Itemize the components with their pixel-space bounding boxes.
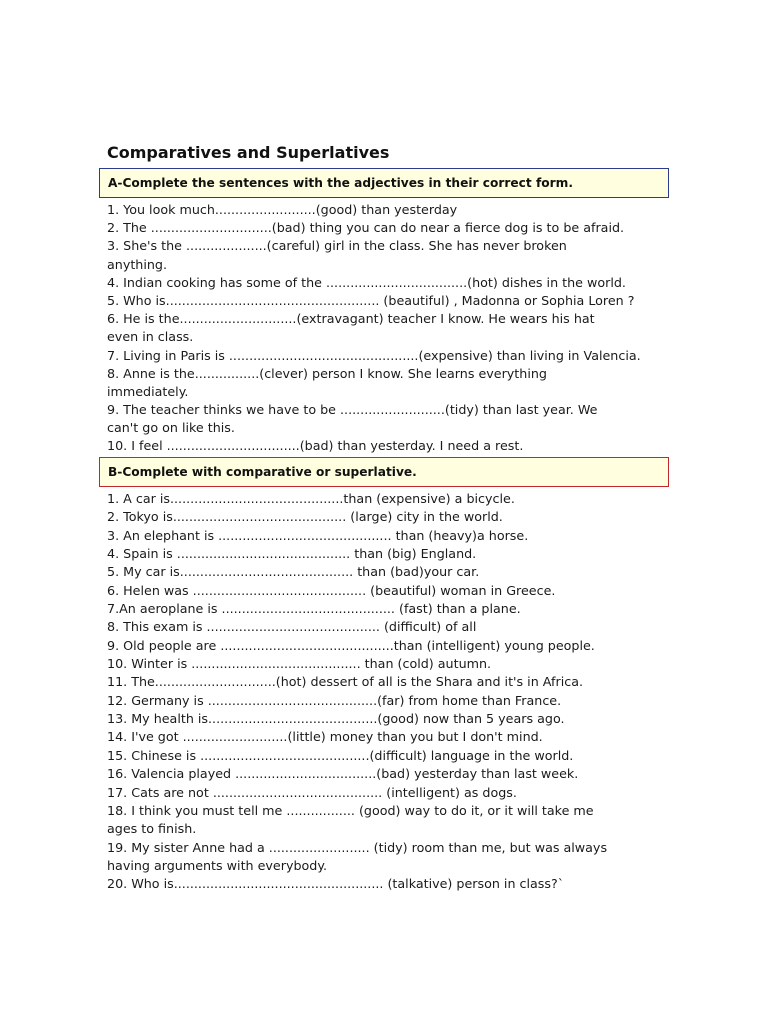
exercise-line: 1. You look much.........................(good) than yesterday [107, 202, 458, 217]
section-a-heading: A-Complete the sentences with the adjectives in their correct form. [99, 168, 669, 198]
exercise-line: 8. This exam is ........................................... (difficult) of all [107, 619, 477, 635]
exercise-line: 2. The ..............................(bad) thing you can do near a fierce dog is to be afraid. [107, 220, 625, 236]
exercise-line: 10. I feel .................................(bad) than yesterday. I need a rest. [107, 438, 524, 454]
exercise-line: 6. Helen was ........................................... (beautiful) woman in Greece. [107, 582, 556, 598]
exercise-line: anything. [107, 256, 167, 272]
exercise-line: 7. Living in Paris is ...............................................(expensive) than living in Valencia. [107, 347, 641, 363]
exercise-line: 5. My car is........................................... than (bad)your car. [107, 564, 480, 580]
section-b-heading: B-Complete with comparative or superlative. [99, 457, 669, 487]
exercise-line: 8. Anne is the................(clever) person I know. She learns everything [107, 365, 547, 381]
exercise-line: 7.An aeroplane is ........................................... (fast) than a plane. [107, 601, 521, 617]
exercise-line: 1. A car is...........................................than (expensive) a bicycle. [107, 491, 515, 506]
exercise-line: 20. Who is.................................................... (talkative) person in class?` [107, 876, 565, 892]
section-b-list [107, 490, 667, 894]
exercise-line: 14. I've got ..........................(little) money than you but I don't mind. [107, 729, 543, 745]
exercise-line: 3. She's the ....................(careful) girl in the class. She has never broken [107, 238, 567, 254]
exercise-line: immediately. [107, 383, 189, 399]
exercise-line: 3. An elephant is ........................................... than (heavy)a horse. [107, 527, 529, 543]
exercise-line: can't go on like this. [107, 420, 235, 436]
exercise-line: 17. Cats are not .......................................... (intelligent) as dogs. [107, 784, 517, 800]
section-a-list [107, 201, 667, 456]
exercise-line: 9. Old people are ...........................................than (intelligent) young people. [107, 637, 595, 653]
exercise-line: having arguments with everybody. [107, 857, 328, 873]
exercise-line: 4. Spain is ........................................... than (big) England. [107, 546, 477, 562]
exercise-line: 18. I think you must tell me ................. (good) way to do it, or it will take me [107, 802, 594, 818]
exercise-line: 15. Chinese is ..........................................(difficult) language in the world. [107, 747, 574, 763]
exercise-line: 6. He is the.............................(extravagant) teacher I know. He wears his hat [107, 311, 595, 327]
exercise-line: even in class. [107, 329, 194, 345]
exercise-line: 5. Who is..................................................... (beautiful) , Madonna or Sophia Loren ? [107, 292, 635, 308]
exercise-line: 2. Tokyo is........................................... (large) city in the world. [107, 509, 503, 525]
exercise-line: 10. Winter is .......................................... than (cold) autumn. [107, 656, 492, 672]
page-title: Comparatives and Superlatives [107, 143, 390, 162]
exercise-line: 19. My sister Anne had a ......................... (tidy) room than me, but was always [107, 839, 608, 855]
exercise-line: 13. My health is..........................................(good) now than 5 years ago. [107, 711, 565, 727]
exercise-line: ages to finish. [107, 821, 197, 837]
exercise-line: 9. The teacher thinks we have to be ..........................(tidy) than last year. We [107, 402, 598, 418]
exercise-line: 12. Germany is ..........................................(far) from home than France. [107, 692, 562, 708]
exercise-line: 11. The..............................(hot) dessert of all is the Shara and it's in Africa. [107, 674, 584, 690]
exercise-line: 16. Valencia played ...................................(bad) yesterday than last week. [107, 766, 579, 782]
exercise-line: 4. Indian cooking has some of the ...................................(hot) dishes in the world. [107, 274, 626, 290]
